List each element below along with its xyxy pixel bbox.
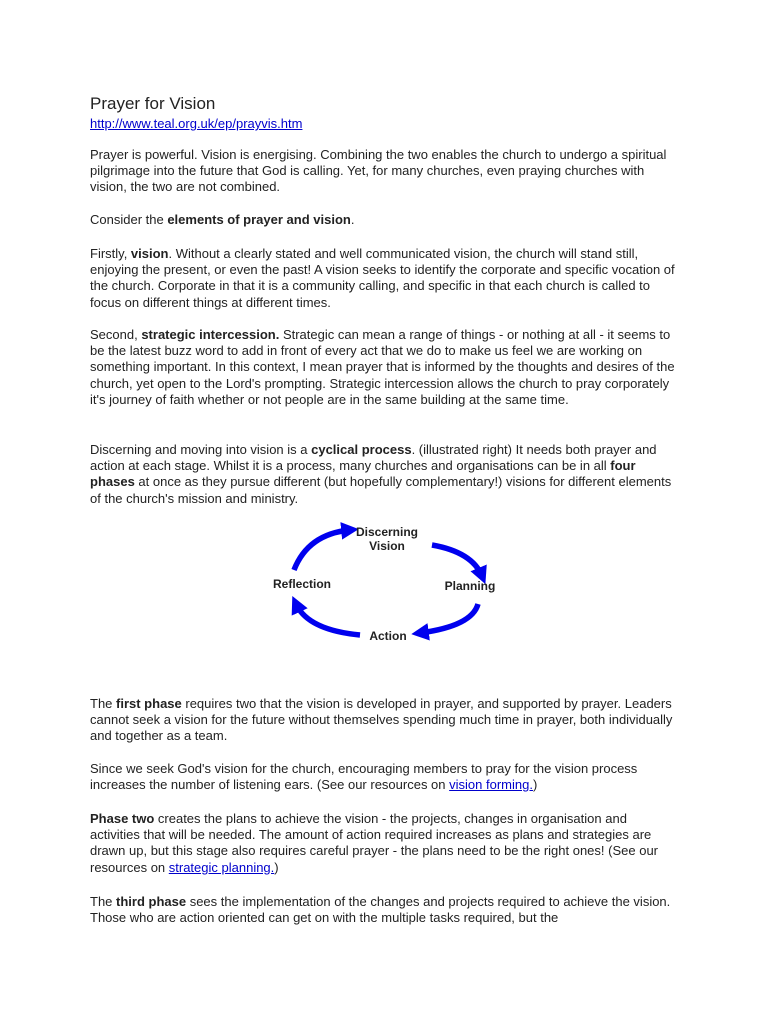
paragraph-vision [90,246,680,311]
text: Second, [90,327,142,342]
text: sees the implementation of the changes and projects required to achieve the vision. Those who are action oriented can get on with the multiple tasks required, but the [90,894,671,926]
text: creates the plans to achieve the vision - the projects, changes in organisation and activities that will be needed. The amount of action required increases as plans and strategies are drawn up, but this stage also requires careful prayer - the plans need to be the right ones! (See our resources on [90,811,659,875]
bold-text: four phases [90,458,636,490]
vision-forming-link[interactable]: vision forming. [449,777,533,793]
bold-text: third phase [116,894,187,909]
label-vision: Vision [369,539,405,553]
bold-text: elements of prayer and vision [167,212,351,227]
text: . Without a clearly stated and well communicated vision, the church will stand still, enjoying the present, or even the past! A vision seeks to identify the corporate and specific vocation of the church. Corporate in that it is a community calling, and specific in that each church is called to focus on different things at different times. [90,246,675,310]
text: Discerning and moving into vision is a [90,442,312,457]
cycle-diagram [260,518,510,648]
text: requires two that the vision is developed in prayer, and supported by prayer. Leaders cannot seek a vision for the future without themselves spending much time in prayer, both individually and together as a team. [90,696,673,744]
label-planning: Planning [444,579,496,593]
text: ) [532,777,538,793]
bold-text: first phase [116,696,182,711]
bold-text: Phase two [90,811,155,826]
text: Since we seek God's vision for the church, encouraging members to pray for the vision process increases the number of listening ears. (See our resources on [90,761,638,793]
text: Consider the [90,212,168,227]
label-reflection: Reflection [272,577,332,591]
paragraph-text: Prayer is powerful. Vision is energising. Combining the two enables the church to undergo a spiritual pilgrimage into the future that God is calling. Yet, for many churches, even praying churches with vision, the two are not combined. [90,147,667,195]
text: Strategic can mean a range of things - or nothing at all - it seems to be the latest buzz word to add in front of every act that we do to make us feel we are working on something important. In this context, I mean prayer that is informed by the thoughts and desires of the church, yet open to the Lord's prompting. Strategic intercession allows the church to pray corporately it's journey of faith whether or not people are in the same building at the same time. [90,327,675,407]
label-action: Action [369,629,407,643]
paragraph-phase-two [90,811,680,876]
paragraph-cycle [90,442,680,507]
arrow-action-to-reflection [296,604,360,635]
bold-text: strategic intercession. [141,327,280,342]
paragraph-intro [90,147,680,196]
arrow-planning-to-action [420,604,478,633]
paragraph-elements [90,212,680,228]
text: ) [274,859,279,875]
paragraph-members-pray [90,761,680,793]
text: The [90,696,117,711]
page-title: Prayer for Vision [90,94,216,113]
bold-text: cyclical process [311,442,412,457]
text: . [350,212,355,227]
arrow-vision-to-planning [432,545,482,576]
text: at once as they pursue different (but hopefully complementary!) visions for different elements of the church's mission and ministry. [90,474,672,506]
text: Firstly, [90,246,131,261]
label-discerning: Discerning [355,525,419,539]
paragraph-third-phase [90,894,680,926]
bold-text: vision [130,246,169,261]
source-url-link[interactable]: http://www.teal.org.uk/ep/prayvis.htm [90,116,303,131]
strategic-planning-link[interactable]: strategic planning. [168,859,275,875]
paragraph-first-phase [90,696,680,745]
paragraph-intercession [90,327,680,408]
text: The [90,894,117,909]
text: . (illustrated right) It needs both prayer and action at each stage. Whilst it is a process, many churches and organisations can be in all [90,442,657,474]
arrow-reflection-to-vision [294,530,350,570]
